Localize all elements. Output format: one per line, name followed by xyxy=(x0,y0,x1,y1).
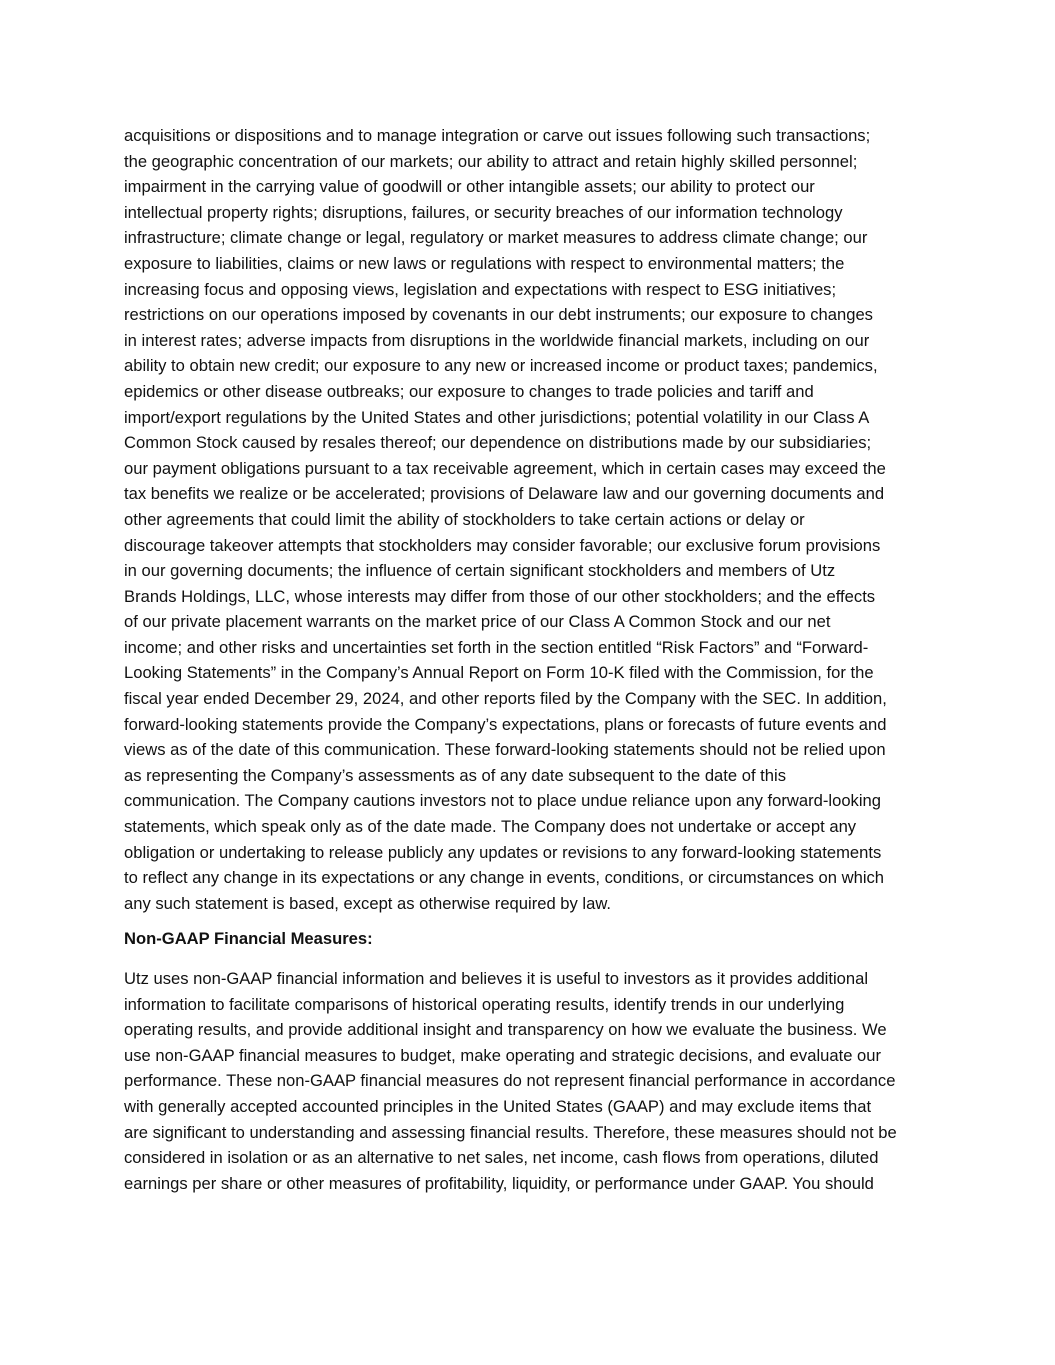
paragraph-line: the geographic concentration of our markets; our ability to attract and retain highly skilled personnel; xyxy=(124,151,858,171)
paragraph-line: Common Stock caused by resales thereof; our dependence on distributions made by our subsidiaries; xyxy=(124,433,872,453)
paragraph-line: Brands Holdings, LLC, whose interests may differ from those of our other stockholders; and the effects xyxy=(124,586,876,606)
paragraph-line: earnings per share or other measures of profitability, liquidity, or performance under GAAP. You should xyxy=(124,1173,874,1193)
document-body xyxy=(124,123,936,1196)
paragraph-line: discourage takeover attempts that stockholders may consider favorable; our exclusive forum provisions xyxy=(124,535,881,555)
paragraph-line: operating results, and provide additional insight and transparency on how we evaluate the business. We xyxy=(124,1020,887,1040)
paragraph-line: Utz uses non-GAAP financial information and believes it is useful to investors as it provides additional xyxy=(124,969,869,988)
paragraph-line: with generally accepted accounted principles in the United States (GAAP) and may exclude items that xyxy=(124,1096,872,1116)
paragraph-line: forward-looking statements provide the Company’s expectations, plans or forecasts of future events and xyxy=(124,714,887,734)
paragraph-line: performance. These non-GAAP financial measures do not represent financial performance in accordance xyxy=(124,1071,896,1091)
paragraph-line: other agreements that could limit the ability of stockholders to take certain actions or delay or xyxy=(124,509,805,529)
paragraph-line: intellectual property rights; disruptions, failures, or security breaches of our information technology xyxy=(124,202,843,222)
paragraph-line: our payment obligations pursuant to a tax receivable agreement, which in certain cases may exceed the xyxy=(124,458,886,478)
paragraph-line: restrictions on our operations imposed by covenants in our debt instruments; our exposure to changes xyxy=(124,305,873,325)
paragraph-line: impairment in the carrying value of goodwill or other intangible assets; our ability to protect our xyxy=(124,177,815,197)
paragraph-line: infrastructure; climate change or legal, regulatory or market measures to address climate change; our xyxy=(124,228,868,248)
paragraph-line: of our private placement warrants on the market price of our Class A Common Stock and our net xyxy=(124,612,831,632)
paragraph-line: increasing focus and opposing views, legislation and expectations with respect to ESG initiatives; xyxy=(124,279,837,299)
paragraph-line: are significant to understanding and assessing financial results. Therefore, these measures should not be xyxy=(124,1122,897,1142)
paragraph-line: exposure to liabilities, claims or new laws or regulations with respect to environmental matters; the xyxy=(124,253,845,273)
paragraph-line: considered in isolation or as an alternative to net sales, net income, cash flows from operations, diluted xyxy=(124,1148,879,1168)
paragraph-line: to reflect any change in its expectations or any change in events, conditions, or circumstances on which xyxy=(124,868,885,888)
paragraph-line: epidemics or other disease outbreaks; our exposure to changes to trade policies and tariff and xyxy=(124,381,814,401)
paragraph-line: tax benefits we realize or be accelerated; provisions of Delaware law and our governing documents and xyxy=(124,484,885,504)
paragraph-line: as representing the Company’s assessments as of any date subsequent to the date of this xyxy=(124,765,786,785)
paragraph-line: statements, which speak only as of the date made. The Company does not undertake or accept any xyxy=(124,817,857,837)
section-heading: Non-GAAP Financial Measures: xyxy=(124,929,373,949)
paragraph-line: in interest rates; adverse impacts from disruptions in the worldwide financial markets, including on our xyxy=(124,330,870,350)
paragraph-line: income; and other risks and uncertainties set forth in the section entitled “Risk Factors” and “Forward- xyxy=(124,637,869,657)
paragraph-line: import/export regulations by the United States and other jurisdictions; potential volatility in our Class A xyxy=(124,407,870,427)
paragraph-line: views as of the date of this communication. These forward-looking statements should not be relied upon xyxy=(124,740,886,760)
paragraph-line: obligation or undertaking to release publicly any updates or revisions to any forward-looking statements xyxy=(124,842,882,862)
paragraph-line: ability to obtain new credit; our exposure to any new or increased income or product taxes; pandemics, xyxy=(124,356,878,376)
paragraph-line: Looking Statements” in the Company’s Annual Report on Form 10-K filed with the Commission, for the xyxy=(124,663,874,683)
paragraph-line: acquisitions or dispositions and to manage integration or carve out issues following such transactions; xyxy=(124,126,871,145)
non-gaap-paragraph xyxy=(124,966,936,1196)
paragraph-line: information to facilitate comparisons of historical operating results, identify trends in our underlying xyxy=(124,994,845,1014)
paragraph-line: fiscal year ended December 29, 2024, and other reports filed by the Company with the SEC. In addition, xyxy=(124,689,887,709)
paragraph-line: any such statement is based, except as otherwise required by law. xyxy=(124,893,612,913)
paragraph-line: communication. The Company cautions investors not to place undue reliance upon any forward-looking xyxy=(124,791,881,811)
paragraph-line: in our governing documents; the influence of certain significant stockholders and members of Utz xyxy=(124,561,836,581)
forward-looking-paragraph xyxy=(124,123,936,916)
paragraph-line: use non-GAAP financial measures to budget, make operating and strategic decisions, and evaluate our xyxy=(124,1045,882,1065)
